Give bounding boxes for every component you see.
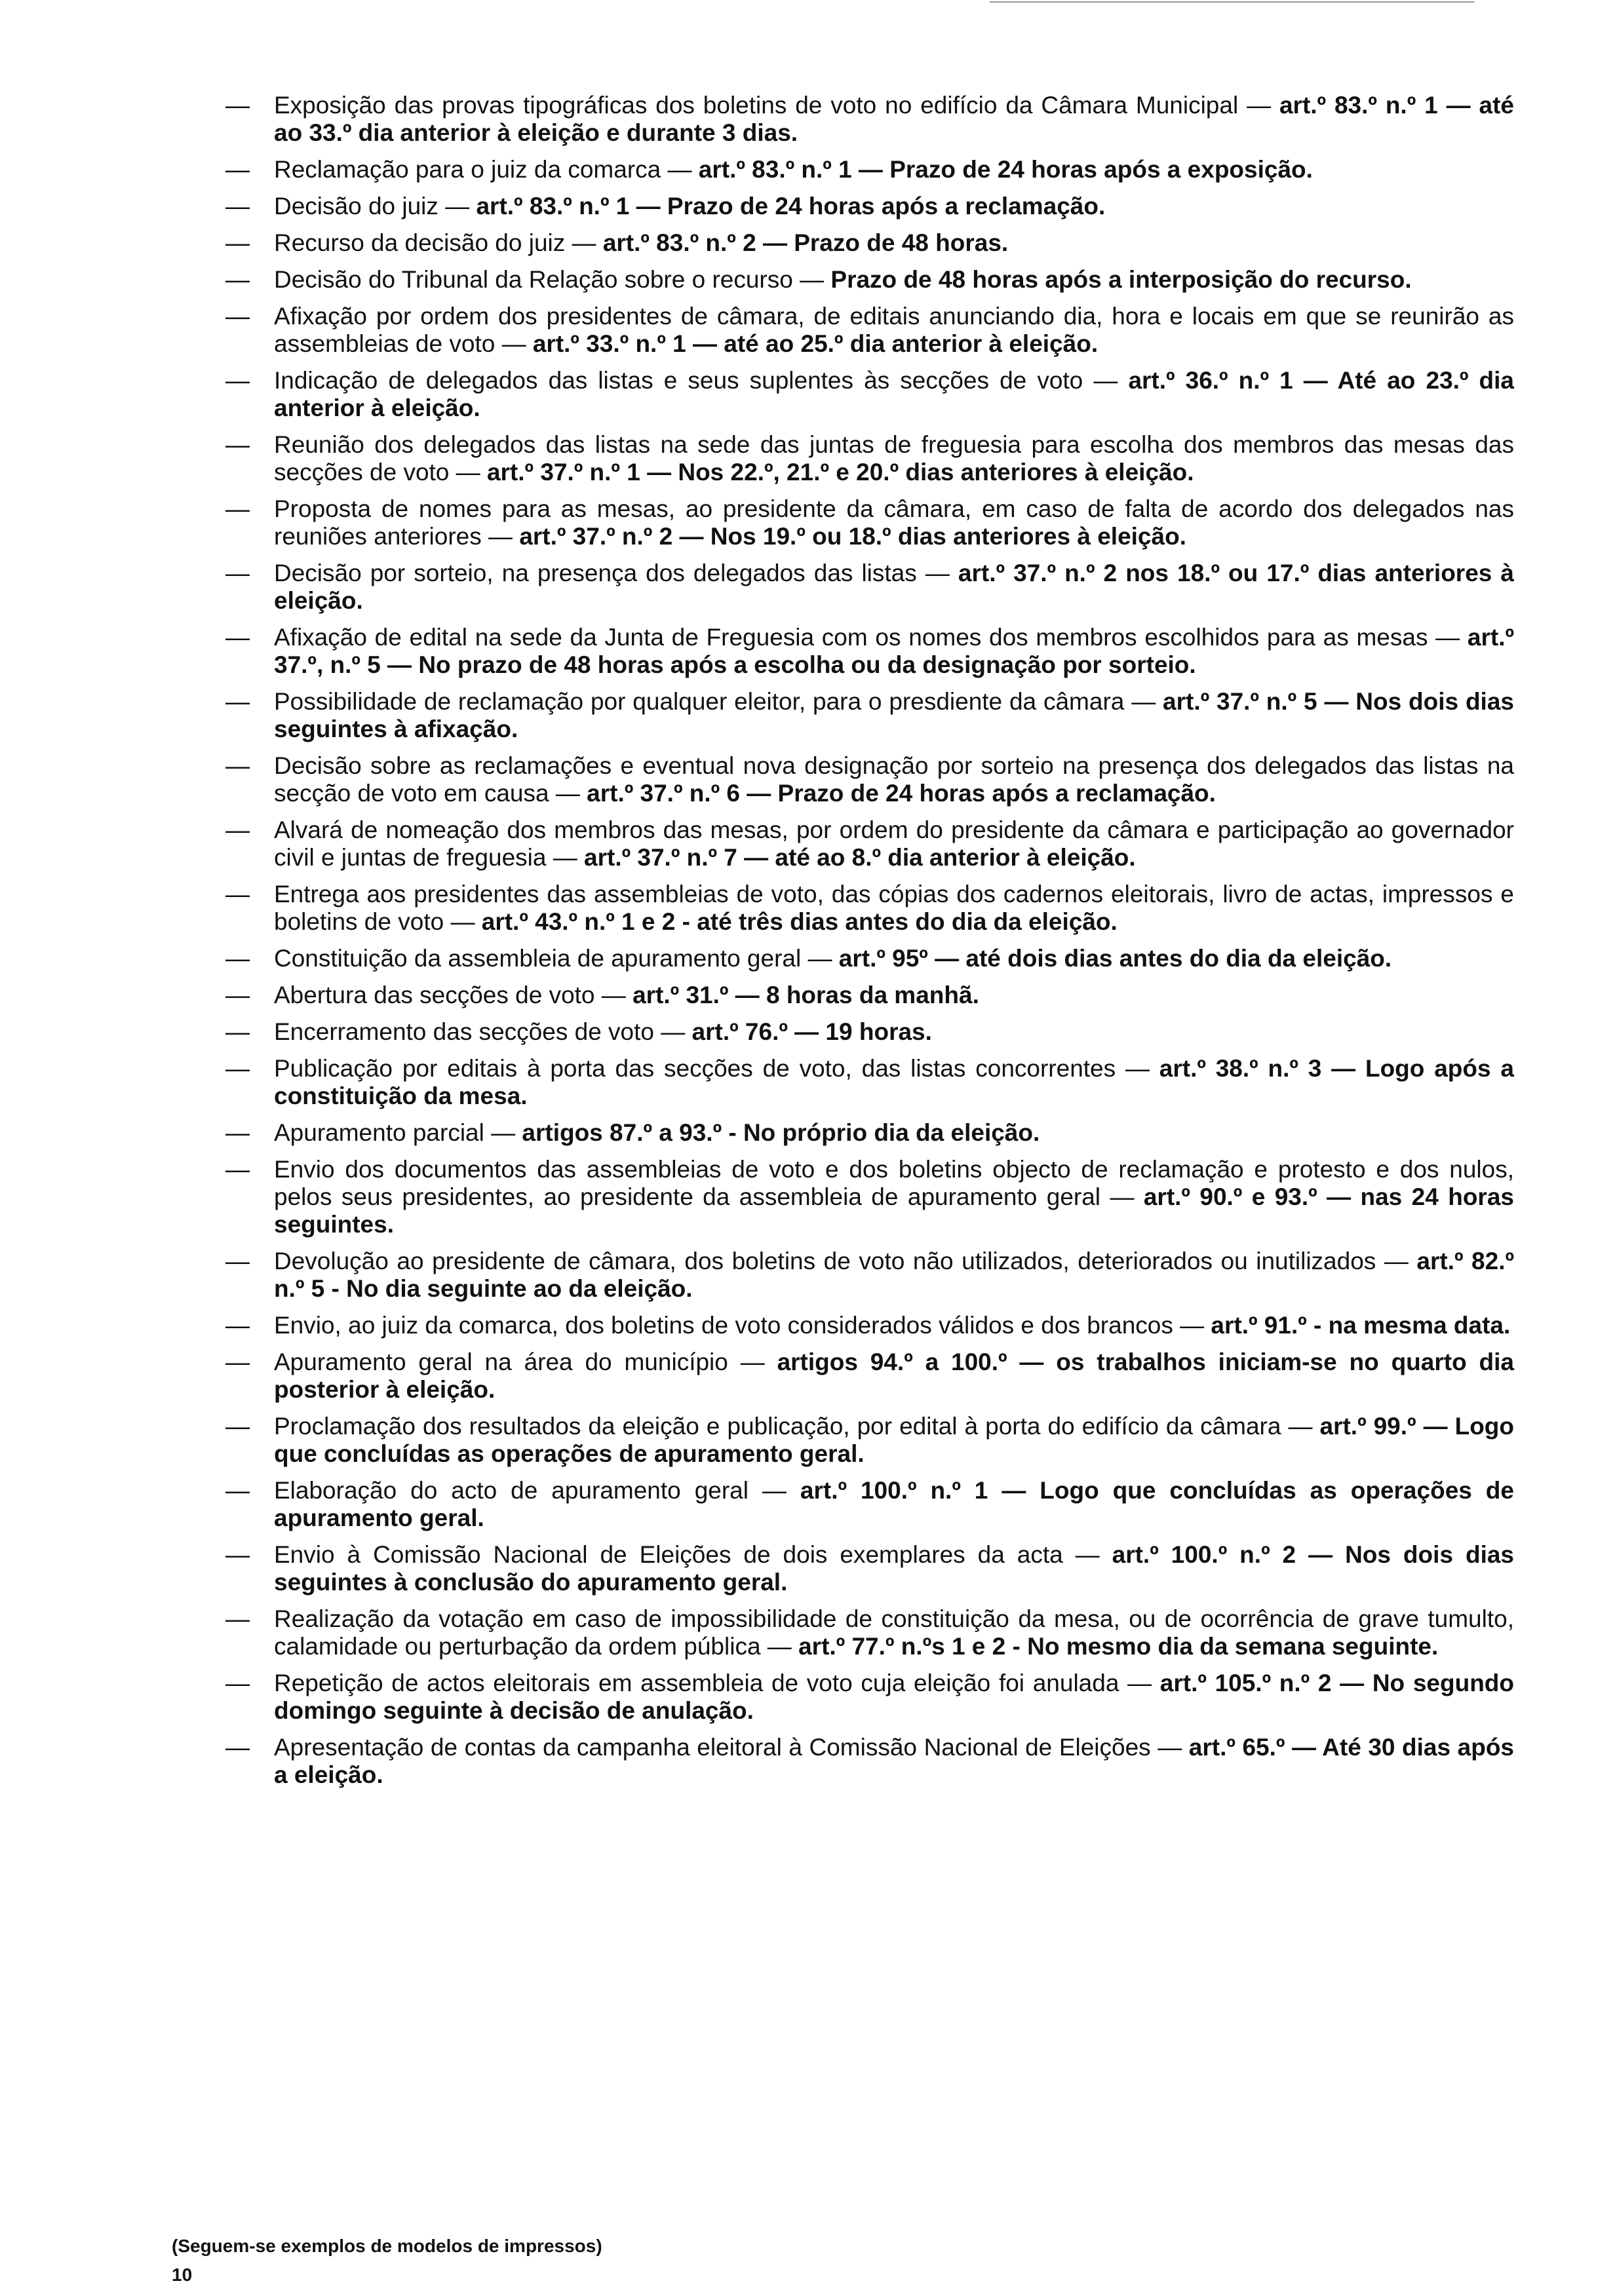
list-item xyxy=(216,982,1514,1009)
item-legal-reference: artigos 87.º a 93.º - No próprio dia da eleição. xyxy=(522,1119,1040,1146)
item-dash: — xyxy=(225,752,250,779)
item-text: Realização da votação em caso de impossibilidade de constituição da mesa, ou de ocorrência de grave tumulto, calamidade ou perturbação da ordem pública — xyxy=(274,1605,1514,1660)
list-item xyxy=(216,1312,1514,1339)
item-text: Proclamação dos resultados da eleição e publicação, por edital à porta do edifício da câmara — xyxy=(274,1413,1320,1440)
item-legal-reference: art.º 37.º n.º 2 nos 18.º ou 17.º dias anteriores à eleição. xyxy=(274,560,1514,614)
item-dash: — xyxy=(225,156,250,183)
item-text: Recurso da decisão do juiz — xyxy=(274,229,603,256)
list-item xyxy=(216,1413,1514,1468)
item-dash: — xyxy=(225,881,250,908)
item-legal-reference: Prazo de 48 horas após a interposição do recurso. xyxy=(830,266,1412,293)
item-text: Proposta de nomes para as mesas, ao presidente da câmara, em caso de falta de acordo dos delegados nas reuniões anteriores — xyxy=(274,495,1514,550)
list-item xyxy=(216,1349,1514,1404)
item-text: Indicação de delegados das listas e seus suplentes às secções de voto — xyxy=(274,367,1129,394)
item-text: Decisão por sorteio, na presença dos delegados das listas — xyxy=(274,560,958,586)
item-dash: — xyxy=(225,1312,250,1339)
item-text: Repetição de actos eleitorais em assembleia de voto cuja eleição foi anulada — xyxy=(274,1670,1160,1696)
item-text: Publicação por editais à porta das secções de voto, das listas concorrentes — xyxy=(274,1055,1159,1082)
item-text: Envio dos documentos das assembleias de voto e dos boletins objecto de reclamação e protesto e dos nulos, pelos seus presidentes, ao presidente da assembleia de apuramento geral — xyxy=(274,1156,1514,1210)
list-item xyxy=(216,1248,1514,1303)
list-item xyxy=(216,193,1514,220)
item-dash: — xyxy=(225,624,250,651)
item-text: Possibilidade de reclamação por qualquer eleitor, para o presdiente da câmara — xyxy=(274,688,1163,715)
item-text: Exposição das provas tipográficas dos boletins de voto no edifício da Câmara Municipal — xyxy=(274,92,1279,119)
item-legal-reference: art.º 33.º n.º 1 — até ao 25.º dia anterior à eleição. xyxy=(532,330,1099,357)
item-legal-reference: art.º 37.º n.º 6 — Prazo de 24 horas após a reclamação. xyxy=(587,780,1216,807)
list-item xyxy=(216,266,1514,294)
item-text: Encerramento das secções de voto — xyxy=(274,1018,692,1045)
item-legal-reference: art.º 83.º n.º 2 — Prazo de 48 horas. xyxy=(602,229,1009,256)
list-item xyxy=(216,303,1514,358)
item-legal-reference: art.º 90.º e 93.º — nas 24 horas seguintes. xyxy=(274,1183,1514,1238)
item-legal-reference: art.º 82.º n.º 5 - No dia seguinte ao da eleição. xyxy=(274,1248,1514,1302)
list-item xyxy=(216,881,1514,936)
item-dash: — xyxy=(225,945,250,972)
item-dash: — xyxy=(225,982,250,1008)
item-legal-reference: art.º 99.º — Logo que concluídas as operações de apuramento geral. xyxy=(274,1413,1514,1467)
list-item xyxy=(216,560,1514,615)
item-dash: — xyxy=(225,1734,250,1761)
footnote: (Seguem-se exemplos de modelos de impressos) xyxy=(172,2236,602,2256)
item-dash: — xyxy=(225,193,250,220)
item-text: Elaboração do acto de apuramento geral — xyxy=(274,1477,800,1504)
item-text: Decisão sobre as reclamações e eventual nova designação por sorteio na presença dos delegados das listas na secção de voto em causa — xyxy=(274,752,1514,807)
item-text: Decisão do juiz — xyxy=(274,193,477,220)
list-item xyxy=(216,945,1514,972)
item-text: Apuramento geral na área do município — xyxy=(274,1349,777,1375)
item-dash: — xyxy=(225,266,250,293)
list-item xyxy=(216,431,1514,486)
list-item xyxy=(216,1055,1514,1110)
item-legal-reference: art.º 37.º n.º 7 — até ao 8.º dia anterior à eleição. xyxy=(584,844,1136,871)
item-text: Constituição da assembleia de apuramento geral — xyxy=(274,945,839,972)
item-legal-reference: art.º 37.º, n.º 5 — No prazo de 48 horas após a escolha ou da designação por sorteio. xyxy=(274,624,1514,678)
page-number: 10 xyxy=(172,2265,193,2285)
item-dash: — xyxy=(225,1477,250,1504)
item-text: Apuramento parcial — xyxy=(274,1119,522,1146)
item-legal-reference: art.º 95º — até dois dias antes do dia da eleição. xyxy=(838,945,1392,972)
item-dash: — xyxy=(225,1605,250,1632)
item-dash: — xyxy=(225,1018,250,1045)
item-dash: — xyxy=(225,560,250,586)
item-legal-reference: art.º 83.º n.º 1 — até ao 33.º dia anterior à eleição e durante 3 dias. xyxy=(274,92,1514,146)
item-text: Afixação de edital na sede da Junta de Freguesia com os nomes dos membros escolhidos para as mesas — xyxy=(274,624,1468,651)
item-dash: — xyxy=(225,688,250,715)
item-text: Decisão do Tribunal da Relação sobre o recurso — xyxy=(274,266,831,293)
item-dash: — xyxy=(225,1119,250,1146)
item-dash: — xyxy=(225,229,250,256)
item-text: Alvará de nomeação dos membros das mesas, por ordem do presidente da câmara e participação ao governador civil e juntas de freguesia — xyxy=(274,816,1514,871)
list-item xyxy=(216,1605,1514,1660)
top-rule xyxy=(990,1,1475,3)
item-dash: — xyxy=(225,1670,250,1696)
list-item xyxy=(216,156,1514,183)
list-item xyxy=(216,1734,1514,1789)
item-legal-reference: art.º 91.º - na mesma data. xyxy=(1211,1312,1511,1339)
item-text: Entrega aos presidentes das assembleias de voto, das cópias dos cadernos eleitorais, livro de actas, impressos e boletins de voto — xyxy=(274,881,1514,935)
list-item xyxy=(216,367,1514,422)
item-legal-reference: art.º 37.º n.º 5 — Nos dois dias seguintes à afixação. xyxy=(274,688,1514,742)
item-dash: — xyxy=(225,1349,250,1375)
item-dash: — xyxy=(225,1413,250,1440)
item-dash: — xyxy=(225,1055,250,1082)
item-legal-reference: art.º 76.º — 19 horas. xyxy=(691,1018,932,1045)
list-item xyxy=(216,1119,1514,1147)
item-text: Envio, ao juiz da comarca, dos boletins de voto considerados válidos e dos brancos — xyxy=(274,1312,1211,1339)
item-legal-reference: art.º 31.º — 8 horas da manhã. xyxy=(632,982,979,1008)
item-text: Reclamação para o juiz da comarca — xyxy=(274,156,699,183)
item-text: Reunião dos delegados das listas na sede das juntas de freguesia para escolha dos membros das mesas das secções de voto — xyxy=(274,431,1514,486)
item-legal-reference: artigos 94.º a 100.º — os trabalhos iniciam-se no quarto dia posterior à eleição. xyxy=(274,1349,1514,1403)
list-item xyxy=(216,816,1514,871)
list-item xyxy=(216,1018,1514,1046)
list-item xyxy=(216,1477,1514,1532)
list-item xyxy=(216,1670,1514,1725)
item-legal-reference: art.º 105.º n.º 2 — No segundo domingo seguinte à decisão de anulação. xyxy=(274,1670,1514,1724)
deadline-list xyxy=(216,92,1514,1798)
list-item xyxy=(216,92,1514,147)
item-legal-reference: art.º 38.º n.º 3 — Logo após a constituição da mesa. xyxy=(274,1055,1514,1109)
item-dash: — xyxy=(225,431,250,458)
item-text: Apresentação de contas da campanha eleitoral à Comissão Nacional de Eleições — xyxy=(274,1734,1189,1761)
list-item xyxy=(216,688,1514,743)
item-dash: — xyxy=(225,1248,250,1274)
item-legal-reference: art.º 100.º n.º 1 — Logo que concluídas as operações de apuramento geral. xyxy=(274,1477,1514,1531)
item-dash: — xyxy=(225,1156,250,1183)
item-dash: — xyxy=(225,92,250,119)
item-legal-reference: art.º 100.º n.º 2 — Nos dois dias seguintes à conclusão do apuramento geral. xyxy=(274,1541,1514,1596)
item-legal-reference: art.º 37.º n.º 1 — Nos 22.º, 21.º e 20.º dias anteriores à eleição. xyxy=(486,459,1194,486)
item-legal-reference: art.º 43.º n.º 1 e 2 - até três dias antes do dia da eleição. xyxy=(481,908,1118,935)
list-item xyxy=(216,1156,1514,1238)
list-item xyxy=(216,752,1514,807)
item-legal-reference: art.º 77.º n.ºs 1 e 2 - No mesmo dia da semana seguinte. xyxy=(798,1633,1439,1660)
item-dash: — xyxy=(225,303,250,330)
list-item xyxy=(216,229,1514,257)
list-item xyxy=(216,1541,1514,1596)
item-text: Abertura das secções de voto — xyxy=(274,982,633,1008)
item-legal-reference: art.º 65.º — Até 30 dias após a eleição. xyxy=(274,1734,1514,1788)
item-text: Devolução ao presidente de câmara, dos boletins de voto não utilizados, deteriorados ou inutilizados — xyxy=(274,1248,1417,1274)
item-dash: — xyxy=(225,1541,250,1568)
item-dash: — xyxy=(225,816,250,843)
list-item xyxy=(216,495,1514,550)
item-text: Afixação por ordem dos presidentes de câmara, de editais anunciando dia, hora e locais em que se reunirão as assembleias de voto — xyxy=(274,303,1514,357)
item-legal-reference: art.º 83.º n.º 1 — Prazo de 24 horas após a exposição. xyxy=(698,156,1313,183)
item-dash: — xyxy=(225,367,250,394)
item-legal-reference: art.º 83.º n.º 1 — Prazo de 24 horas após a reclamação. xyxy=(476,193,1106,220)
item-dash: — xyxy=(225,495,250,522)
item-legal-reference: art.º 37.º n.º 2 — Nos 19.º ou 18.º dias anteriores à eleição. xyxy=(519,523,1186,550)
item-text: Envio à Comissão Nacional de Eleições de dois exemplares da acta — xyxy=(274,1541,1112,1568)
list-item xyxy=(216,624,1514,679)
item-legal-reference: art.º 36.º n.º 1 — Até ao 23.º dia anterior à eleição. xyxy=(274,367,1514,421)
